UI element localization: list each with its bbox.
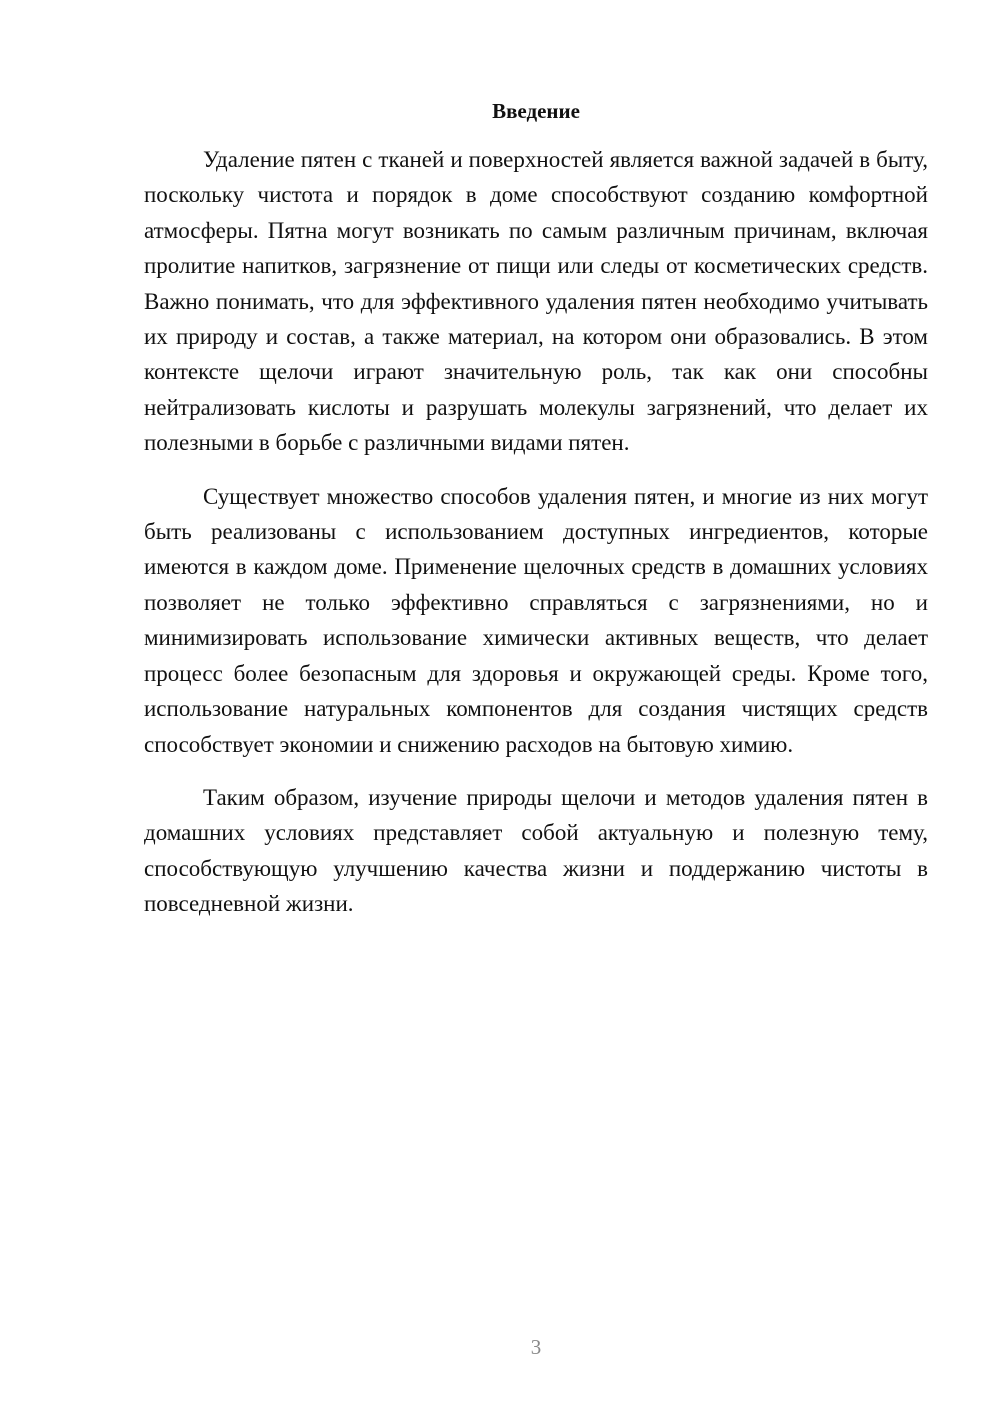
body-text xyxy=(144,142,928,940)
paragraph-2: Существует множество способов удаления пятен, и многие из них могут быть реализованы с использованием доступных ингредиентов, которые имеются в каждом доме. Применение щелочных средств в домашних условиях позволяет не только эффективно справляться с загрязнениями, но и минимизировать использование химически активных веществ, что делает процесс более безопасным для здоровья и окружающей среды. Кроме того, использование натуральных компонентов для создания чистящих средств способствует экономии и снижению расходов на бытовую химию. xyxy=(144,483,928,757)
paragraph-3: Таким образом, изучение природы щелочи и методов удаления пятен в домашних условиях представляет собой актуальную и полезную тему, способствующую улучшению качества жизни и поддержанию чистоты в повседневной жизни. xyxy=(144,784,928,917)
paragraph-1: Удаление пятен с тканей и поверхностей является важной задачей в быту, поскольку чистота и порядок в доме способствуют созданию комфортной атмосферы. Пятна могут возникать по самым различным причинам, включая пролитие напитков, загрязнение от пищи или следы от косметических средств. Важно понимать, что для эффективного удаления пятен необходимо учитывать их природу и состав, а также материал, на котором они образовались. В этом контексте щелочи играют значительную роль, так как они способны нейтрализовать кислоты и разрушать молекулы загрязнений, что делает их полезными в борьбе с различными видами пятен. xyxy=(144,147,928,456)
page-title: Введение xyxy=(492,99,580,123)
page-number: 3 xyxy=(530,1335,542,1359)
